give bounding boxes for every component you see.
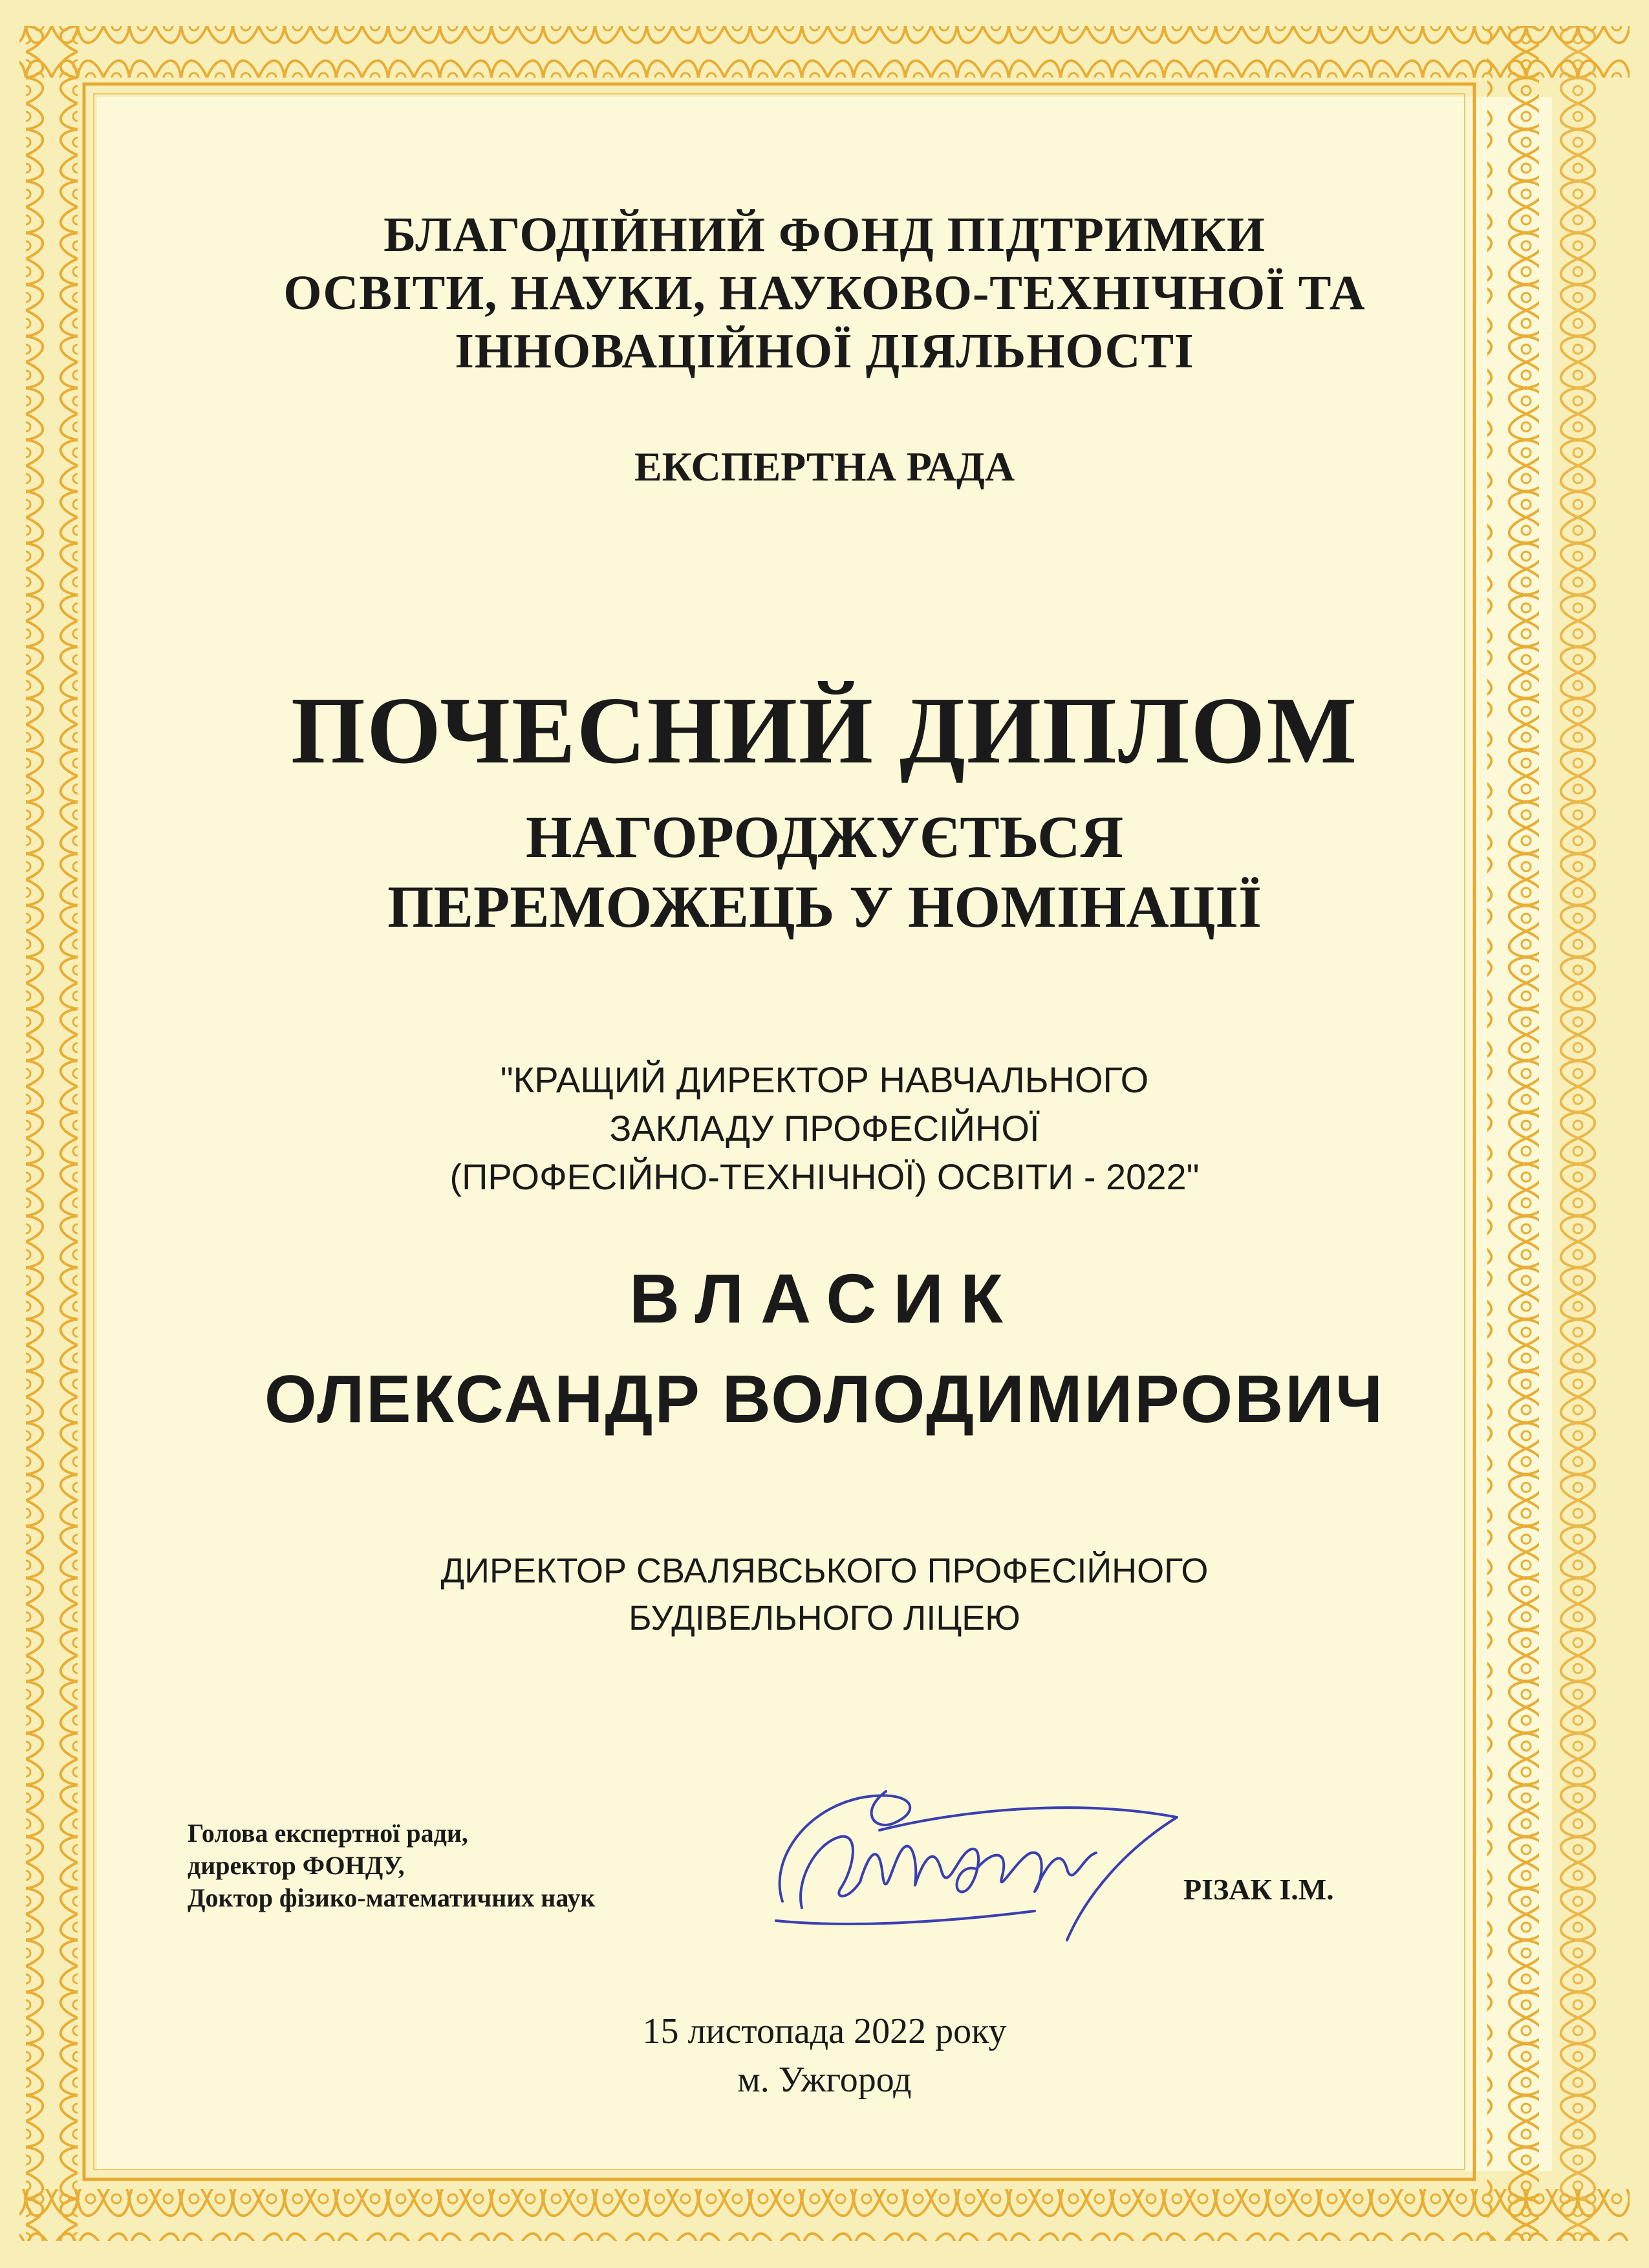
signatory-title-line-1: Голова експертної ради, [188,1819,468,1848]
handwritten-signature [763,1772,1209,1966]
recipient-position-line-2: БУДІВЕЛЬНОГО ЛІЦЕЮ [629,1599,1020,1637]
signatory-title-line-2: директор ФОНДУ, [188,1851,405,1880]
recipient-position-line-1: ДИРЕКТОР СВАЛЯВСЬКОГО ПРОФЕСІЙНОГО [440,1551,1209,1590]
subtitle-line-2: ПЕРЕМОЖЕЦЬ У НОМІНАЦІЇ [387,874,1262,940]
award-place: м. Ужгород [737,2060,912,2100]
signatory-title [188,1817,595,1914]
organization-line-3: ІННОВАЦІЙНОЇ ДІЯЛЬНОСТІ [455,324,1194,378]
award-date: 15 листопада 2022 року [642,2011,1007,2051]
signatory-title-line-3: Доктор фізико-математичних наук [188,1883,596,1912]
subtitle-line-1: НАГОРОДЖУЄТЬСЯ [525,804,1124,870]
signatory-name: РІЗАК І.М. [1183,1873,1334,1906]
recipient-name: ОЛЕКСАНДР ВОЛОДИМИРОВИЧ [264,1362,1385,1437]
organization-line-1: БЛАГОДІЙНИЙ ФОНД ПІДТРИМКИ [383,208,1266,262]
diploma-content [123,0,1526,2268]
nomination-line-3: (ПРОФЕСІЙНО-ТЕХНІЧНОЇ) ОСВІТИ - 2022" [449,1156,1200,1197]
expert-council-heading: ЕКСПЕРТНА РАДА [634,444,1015,490]
recipient-surname: ВЛАСИК [629,1259,1020,1337]
nomination-line-2: ЗАКЛАДУ ПРОФЕСІЙНОЇ [609,1108,1040,1149]
nomination-line-1: "КРАЩИЙ ДИРЕКТОР НАВЧАЛЬНОГО [500,1059,1149,1100]
organization-line-2: ОСВІТИ, НАУКИ, НАУКОВО-ТЕХНІЧНОЇ ТА [283,266,1366,320]
diploma-title: ПОЧЕСНИЙ ДИПЛОМ [290,678,1359,784]
